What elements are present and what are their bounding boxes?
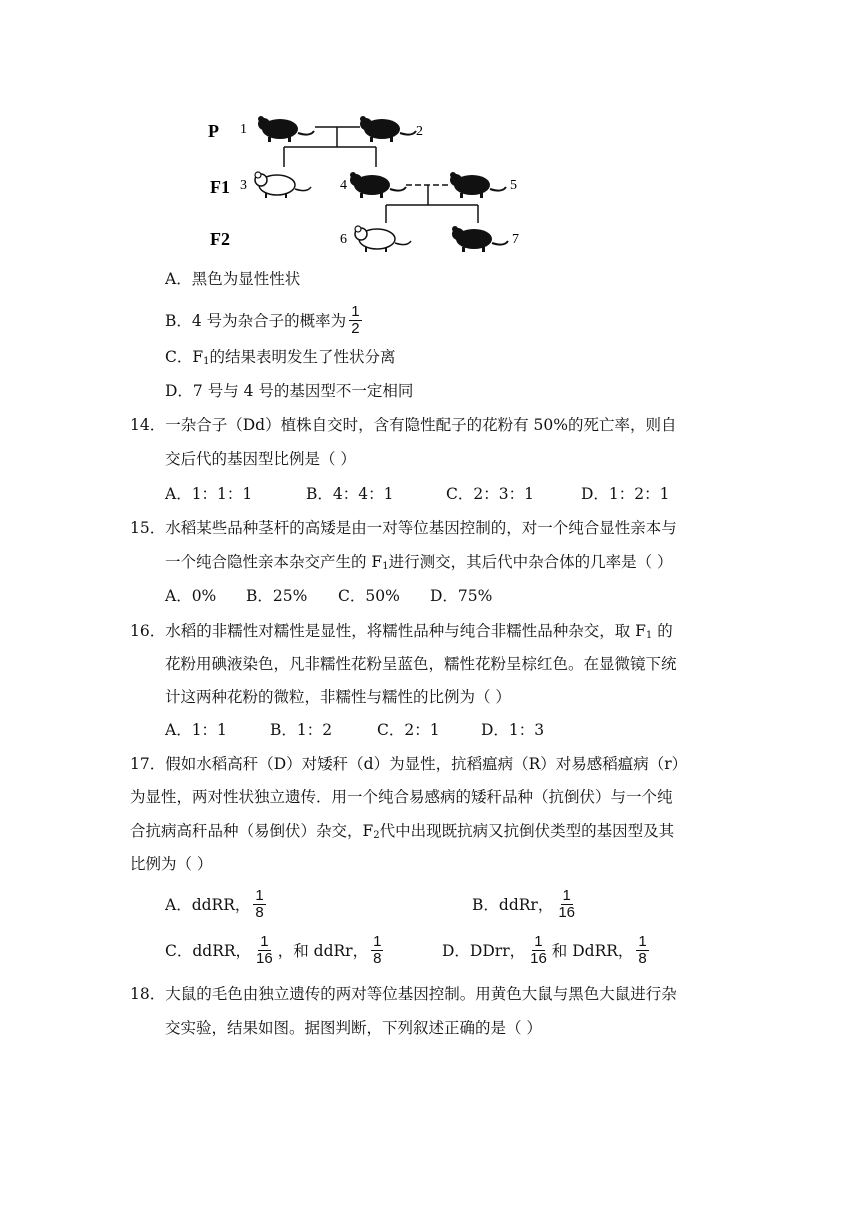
gen-label-f2: F2	[210, 229, 230, 249]
individual-number-5: 5	[510, 178, 517, 193]
individual-number-2: 2	[416, 124, 423, 139]
q17-line3-sub: 2	[373, 830, 380, 841]
individual-number-4: 4	[340, 178, 347, 193]
fraction-numerator: 1	[351, 302, 360, 320]
q17-stem-line4: 比例为（ ）	[130, 855, 213, 873]
q14-option-d: D．1：2：1	[581, 485, 670, 503]
q17-option-d-mid: 和 DdRR，	[551, 942, 634, 960]
q16-line1-pre: 16．水稻的非糯性对糯性是显性，将糯性品种与纯合非糯性品种杂交，取 F	[130, 622, 646, 640]
q13-option-a: A．黑色为显性性状	[165, 270, 301, 288]
q16-option-c: C．2：1	[377, 721, 440, 739]
q13-option-c	[165, 346, 396, 373]
q13-option-c-post: 的结果表明发生了性状分离	[209, 348, 396, 366]
q16-stem-line3: 计这两种花粉的微粒，非糯性与糯性的比例为（ ）	[165, 688, 511, 706]
q14-option-c: C．2：3：1	[446, 485, 534, 503]
q16-option-d: D．1：3	[481, 721, 545, 739]
q15-option-c: C．50%	[338, 587, 400, 605]
mouse-4-black	[350, 172, 406, 198]
q13-option-b-text: B．4 号为杂合子的概率为	[165, 312, 347, 330]
q17-option-c	[165, 930, 386, 970]
q17-option-b	[472, 884, 580, 924]
q17-stem-line3	[130, 820, 674, 847]
fraction-c1-den: 16	[256, 949, 273, 967]
fraction-b-num: 1	[562, 886, 571, 904]
q14-option-b: B．4：4：1	[306, 485, 394, 503]
gen-label-f1: F1	[210, 177, 230, 197]
mouse-3-white	[255, 172, 311, 198]
fraction-a	[253, 888, 265, 921]
fraction-d1-num: 1	[534, 932, 543, 950]
q16-stem-line2: 花粉用碘液染色，凡非糯性花粉呈蓝色，糯性花粉呈棕红色。在显微镜下统	[165, 655, 677, 673]
fraction-c1	[254, 934, 275, 967]
q15-option-a: A．0%	[165, 587, 217, 605]
fraction-a-den: 8	[255, 903, 264, 921]
fraction-d1	[528, 934, 549, 967]
mouse-5-black	[450, 172, 506, 198]
q15-option-d: D．75%	[430, 587, 493, 605]
individual-number-7: 7	[512, 232, 519, 247]
q15-option-b: B．25%	[246, 587, 308, 605]
q16-line1-post: 的	[652, 622, 673, 640]
q17-line3-pre: 合抗病高秆品种（易倒伏）杂交，F	[130, 822, 374, 840]
fraction-c2-den: 8	[373, 949, 382, 967]
gen-label-p: P	[208, 121, 219, 141]
q17-option-d-text: D．DDrr，	[442, 942, 526, 960]
q17-line3-post: 代中出现既抗病又抗倒伏类型的基因型及其	[379, 822, 675, 840]
fraction-a-num: 1	[255, 886, 264, 904]
q15-stem-line1: 15．水稻某些品种茎杆的高矮是由一对等位基因控制的，对一个纯合显性亲本与	[130, 519, 677, 537]
q14-stem-line2: 交后代的基因型比例是（ ）	[165, 450, 356, 468]
q16-option-b: B．1：2	[270, 721, 333, 739]
fraction-d2	[636, 934, 648, 967]
fraction-c2	[371, 934, 383, 967]
q15-line2-pre: 一个纯合隐性亲本杂交产生的 F	[165, 553, 383, 571]
mouse-1-black	[258, 116, 314, 142]
q13-option-c-pre: C．F	[165, 348, 204, 366]
fraction-d1-den: 16	[530, 949, 547, 967]
q15-line2-sub: 1	[382, 561, 389, 572]
q17-stem-line1: 17．假如水稻高秆（D）对矮秆（d）为显性，抗稻瘟病（R）对易感稻瘟病（r）	[130, 755, 688, 773]
individual-number-3: 3	[240, 178, 247, 193]
mouse-7-black	[452, 226, 508, 252]
q13-option-b	[165, 300, 365, 340]
q14-stem-line1: 14．一杂合子（Dd）植株自交时，含有隐性配子的花粉有 50%的死亡率，则自	[130, 416, 677, 434]
q15-line2-post: 进行测交，其后代中杂合体的几率是（ ）	[388, 553, 673, 571]
q13-option-d: D．7 号与 4 号的基因型不一定相同	[165, 382, 414, 400]
q17-option-b-text: B．ddRr，	[472, 896, 554, 914]
fraction-b	[556, 888, 577, 921]
q16-option-a: A．1：1	[165, 721, 227, 739]
q17-option-c-mid: ，和 ddRr，	[277, 942, 369, 960]
individual-number-1: 1	[240, 122, 247, 137]
q17-option-a-text: A．ddRR，	[165, 896, 251, 914]
fraction-d2-den: 8	[638, 949, 647, 967]
q18-stem-line1: 18．大鼠的毛色由独立遗传的两对等位基因控制。用黄色大鼠与黑色大鼠进行杂	[130, 985, 677, 1003]
pedigree-figure	[200, 105, 540, 255]
q17-option-c-text: C．ddRR，	[165, 942, 252, 960]
q14-option-a: A．1：1：1	[165, 485, 253, 503]
mouse-2-black	[360, 116, 416, 142]
q16-stem-line1	[130, 620, 673, 647]
q17-stem-line2: 为显性，两对性状独立遗传．用一个纯合易感病的矮秆品种（抗倒伏）与一个纯	[130, 788, 673, 806]
mouse-6-white	[355, 226, 411, 252]
q17-option-d	[442, 930, 652, 970]
fraction-denominator: 2	[351, 319, 360, 337]
fraction-one-half	[349, 304, 361, 337]
q18-stem-line2: 交实验，结果如图。据图判断，下列叙述正确的是（ ）	[165, 1019, 542, 1037]
fraction-c1-num: 1	[260, 932, 269, 950]
q13-option-c-sub: 1	[203, 356, 210, 367]
individual-number-6: 6	[340, 232, 347, 247]
q16-line1-sub: 1	[645, 630, 653, 641]
fraction-c2-num: 1	[373, 932, 382, 950]
q17-option-a	[165, 884, 269, 924]
fraction-d2-num: 1	[638, 932, 647, 950]
q15-stem-line2	[165, 551, 673, 578]
pedigree-diagram	[200, 105, 540, 255]
fraction-b-den: 16	[558, 903, 576, 921]
